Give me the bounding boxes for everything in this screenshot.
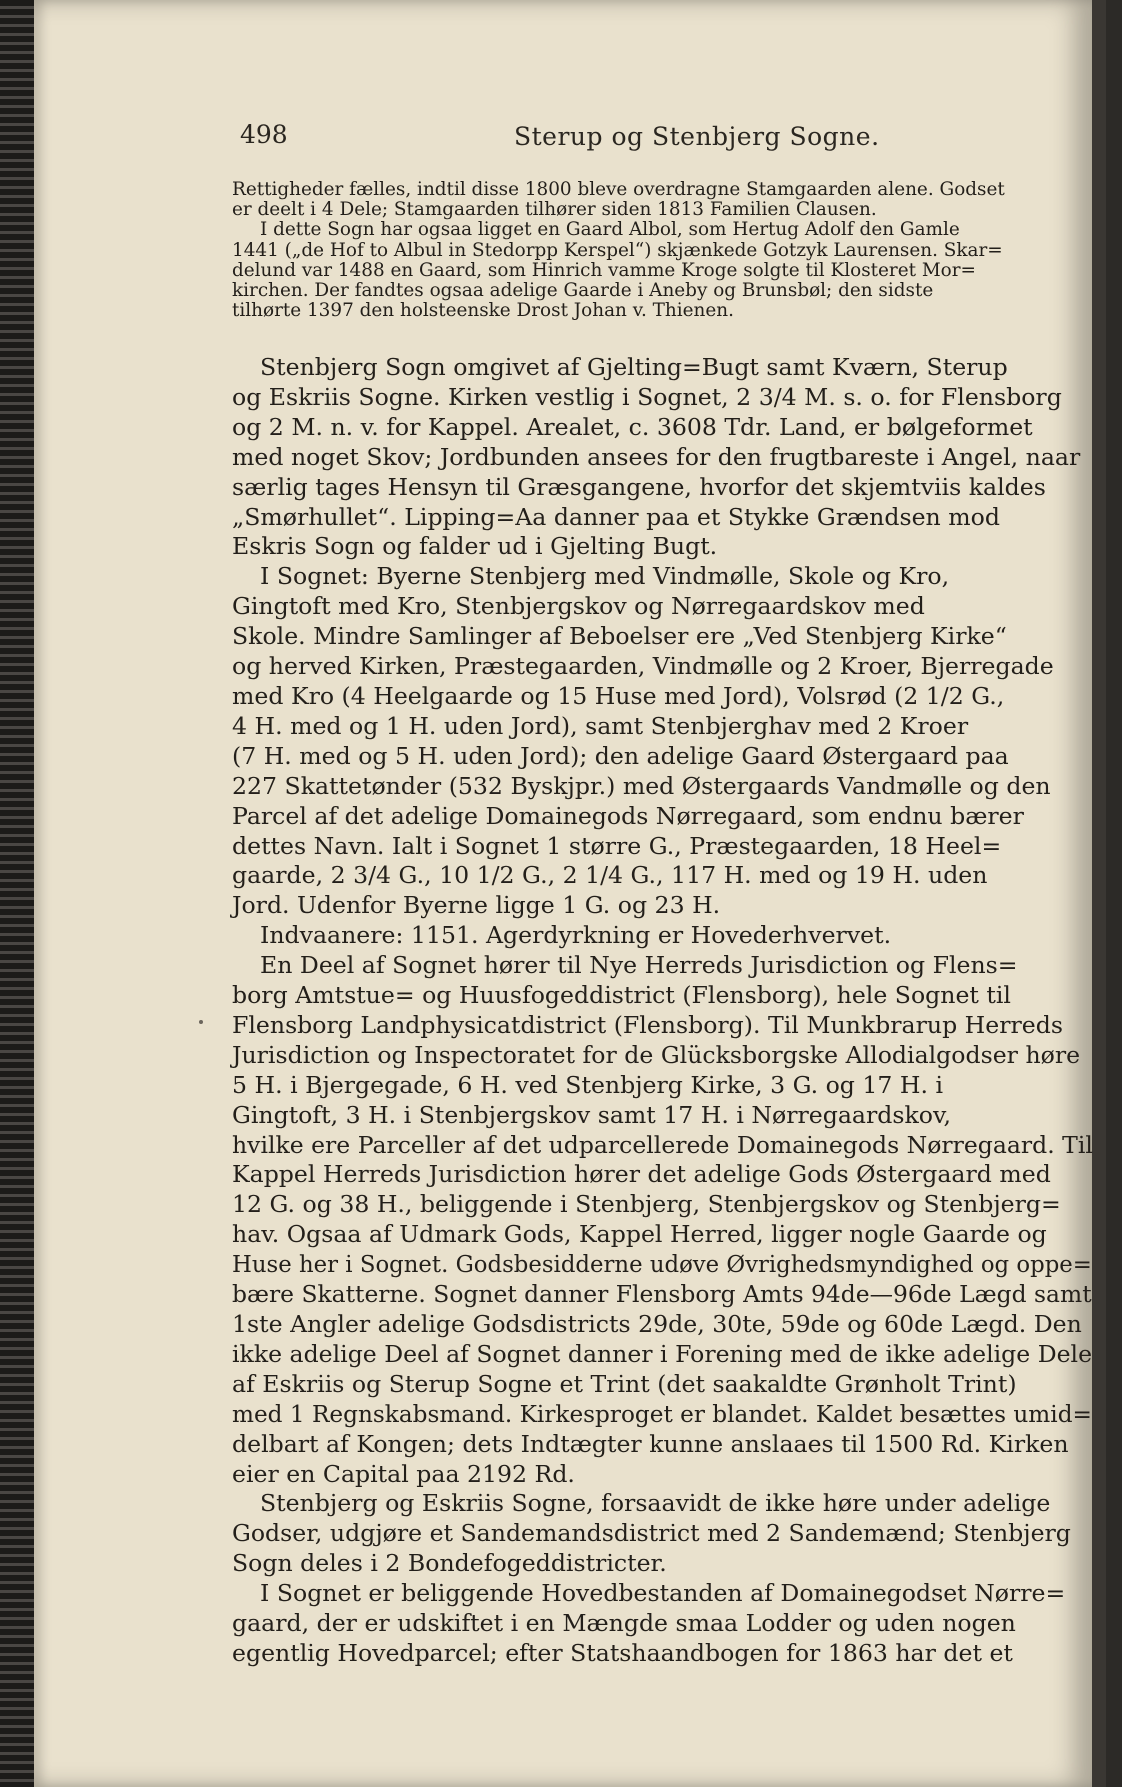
text-line: ikke adelige Deel af Sognet danner i Forening med de ikke adelige Dele (232, 1339, 1093, 1368)
text-line: Huse her i Sognet. Godsbesidderne udøve Øvrighedsmyndighed og oppe= (232, 1250, 1092, 1279)
top-paragraph (232, 180, 1092, 321)
text-line: er deelt i 4 Dele; Stamgaarden tilhører siden 1813 Familien Clausen. (232, 199, 877, 221)
text-line: gaarde, 2 3/4 G., 10 1/2 G., 2 1/4 G., 117 H. med og 19 H. uden (232, 861, 988, 890)
text-line: eier en Capital paa 2192 Rd. (232, 1459, 575, 1488)
text-line: Skole. Mindre Samlinger af Beboelser ere „Ved Stenbjerg Kirke“ (232, 622, 1007, 651)
text-line: Stenbjerg og Eskriis Sogne, forsaavidt de ikke høre under adelige (260, 1489, 1051, 1518)
running-title: Sterup og Stenbjerg Sogne. (514, 122, 880, 151)
text-line: En Deel af Sognet hører til Nye Herreds Jurisdiction og Flens= (260, 951, 1018, 980)
text-line: med Kro (4 Heelgaarde og 15 Huse med Jord), Volsrød (2 1/2 G., (232, 681, 1005, 710)
text-line: særlig tages Hensyn til Græsgangene, hvorfor det skjemtviis kaldes (232, 472, 1046, 501)
text-line: Indvaanere: 1151. Agerdyrkning er Hovederhvervet. (260, 921, 892, 950)
text-line: med noget Skov; Jordbunden ansees for den frugtbareste i Angel, naar (232, 442, 1081, 471)
text-line: Flensborg Landphysicatdistrict (Flensborg). Til Munkbrarup Herreds (232, 1010, 1063, 1039)
text-line: 1441 („de Hof to Albul in Stedorpp Kerspel“) skjænkede Gotzyk Laurensen. Skar= (232, 239, 1003, 261)
text-line: og Eskriis Sogne. Kirken vestlig i Sognet, 2 3/4 M. s. o. for Flensborg (232, 382, 1062, 411)
text-line: Sogn deles i 2 Bondefogeddistricter. (232, 1549, 667, 1578)
text-line: Jord. Udenfor Byerne ligge 1 G. og 23 H. (232, 891, 721, 920)
text-line: delund var 1488 en Gaard, som Hinrich vamme Kroge solgte til Klosteret Mor= (232, 259, 976, 281)
text-line: egentlig Hovedparcel; efter Statshaandbogen for 1863 har det et (232, 1638, 1013, 1667)
text-line: „Smørhullet“. Lipping=Aa danner paa et Stykke Grændsen mod (232, 502, 1000, 531)
text-line: delbart af Kongen; dets Indtægter kunne anslaaes til 1500 Rd. Kirken (232, 1429, 1069, 1458)
text-line: Gingtoft, 3 H. i Stenbjergskov samt 17 H. i Nørregaardskov, (232, 1100, 952, 1129)
text-line: I dette Sogn har ogsaa ligget en Gaard Albol, som Hertug Adolf den Gamle (260, 219, 960, 241)
text-line: 5 H. i Bjergegade, 6 H. ved Stenbjerg Kirke, 3 G. og 17 H. i (232, 1070, 944, 1099)
text-line: Eskris Sogn og falder ud i Gjelting Bugt. (232, 532, 718, 561)
text-line: Kappel Herreds Jurisdiction hører det adelige Gods Østergaard med (232, 1160, 1051, 1189)
text-line: 4 H. med og 1 H. uden Jord), samt Stenbjerghav med 2 Kroer (232, 711, 969, 740)
text-line: dettes Navn. Ialt i Sognet 1 større G., Præstegaarden, 18 Heel= (232, 831, 1002, 860)
text-line: kirchen. Der fandtes ogsaa adelige Gaarde i Aneby og Brunsbøl; den sidste (232, 280, 934, 302)
text-line: gaard, der er udskiftet i en Mængde smaa Lodder og uden nogen (232, 1609, 1016, 1638)
text-line: og 2 M. n. v. for Kappel. Arealet, c. 3608 Tdr. Land, er bølgeformet (232, 412, 1033, 441)
page-number: 498 (240, 120, 288, 149)
ink-speck (199, 1020, 203, 1024)
text-line: Jurisdiction og Inspectoratet for de Glücksborgske Allodialgodser høre (232, 1040, 1081, 1069)
text-line: 12 G. og 38 H., beliggende i Stenbjerg, Stenbjergskov og Stenbjerg= (232, 1190, 1061, 1219)
text-line: og herved Kirken, Præstegaarden, Vindmølle og 2 Kroer, Bjerregade (232, 652, 1054, 681)
scan-left-margin (0, 0, 34, 1787)
text-line: hvilke ere Parceller af det udparcellerede Domainegods Nørregaard. Til (232, 1130, 1093, 1159)
text-line: 1ste Angler adelige Godsdistricts 29de, 30te, 59de og 60de Lægd. Den (232, 1310, 1082, 1338)
text-line: 227 Skattetønder (532 Byskjpr.) med Østergaards Vandmølle og den (232, 771, 1051, 800)
text-line: Parcel af det adelige Domainegods Nørregaard, som endnu bærer (232, 801, 1024, 830)
text-line: Godser, udgjøre et Sandemandsdistrict med 2 Sandemænd; Stenbjerg (232, 1519, 1071, 1548)
text-line: med 1 Regnskabsmand. Kirkesproget er blandet. Kaldet besættes umid= (232, 1399, 1092, 1428)
book-page (34, 0, 1092, 1787)
body-text (232, 353, 1092, 1669)
text-line: I Sognet er beliggende Hovedbestanden af Domainegodset Nørre= (260, 1579, 1066, 1608)
text-line: bære Skatterne. Sognet danner Flensborg Amts 94de—96de Lægd samt (232, 1280, 1092, 1309)
scan-right-edge (1106, 0, 1122, 1787)
text-line: tilhørte 1397 den holsteenske Drost Johan v. Thienen. (232, 300, 734, 322)
text-line: I Sognet: Byerne Stenbjerg med Vindmølle, Skole og Kro, (260, 562, 950, 591)
text-line: (7 H. med og 5 H. uden Jord); den adelige Gaard Østergaard paa (232, 741, 1009, 770)
text-line: Rettigheder fælles, indtil disse 1800 bleve overdragne Stamgaarden alene. Godset (232, 179, 1005, 200)
text-line: Stenbjerg Sogn omgivet af Gjelting=Bugt samt Kværn, Sterup (260, 353, 1008, 381)
text-line: borg Amtstue= og Huusfogeddistrict (Flensborg), hele Sognet til (232, 981, 1011, 1010)
text-line: Gingtoft med Kro, Stenbjergskov og Nørregaardskov med (232, 592, 925, 621)
text-line: af Eskriis og Sterup Sogne et Trint (det saakaldte Grønholt Trint) (232, 1369, 1017, 1398)
text-line: hav. Ogsaa af Udmark Gods, Kappel Herred, ligger nogle Gaarde og (232, 1220, 1047, 1249)
